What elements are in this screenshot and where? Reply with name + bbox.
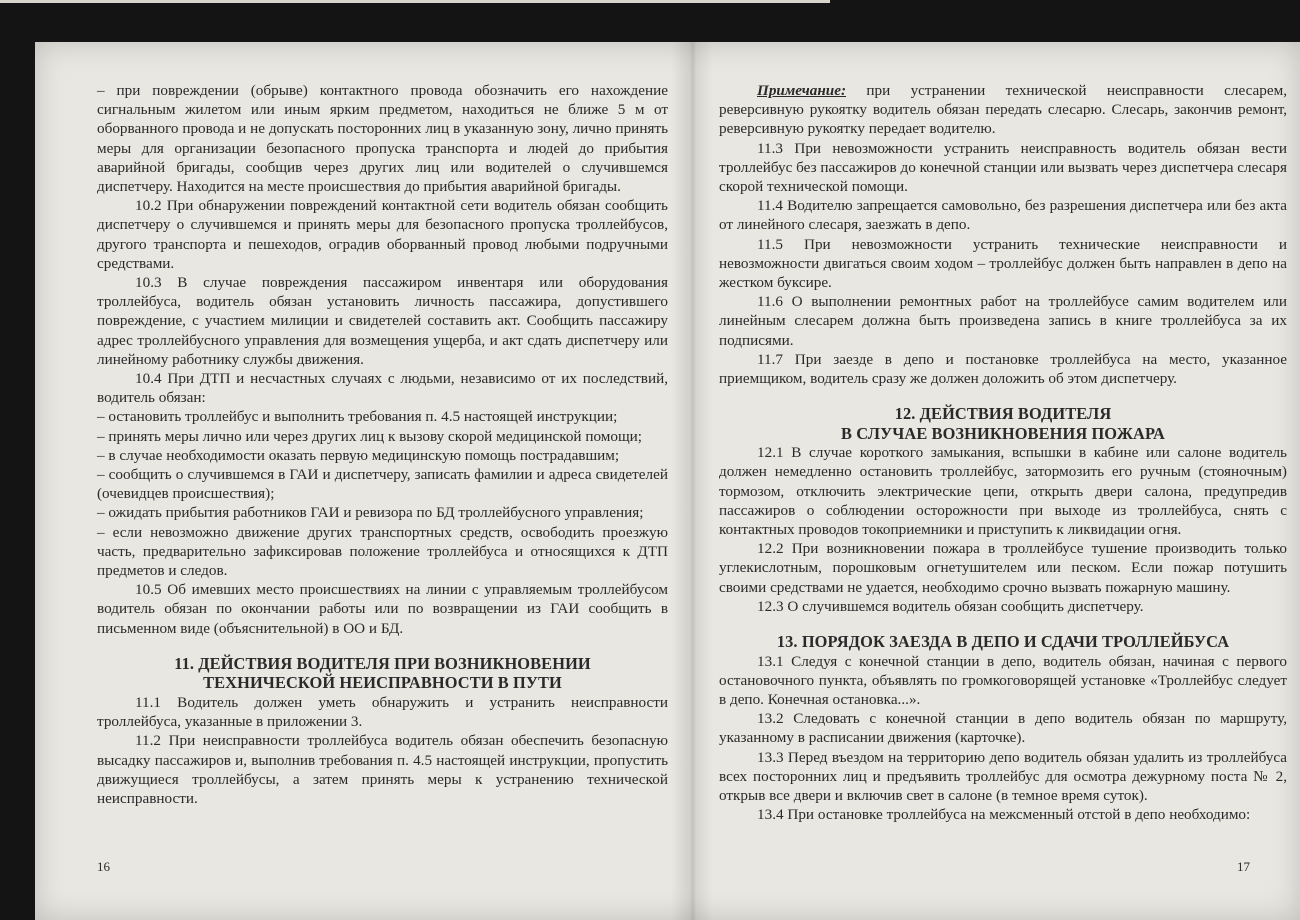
paragraph-11-1: 11.1 Водитель должен уметь обнаружить и устранить неисправности троллейбуса, указанные в приложении 3. <box>97 693 668 731</box>
paragraph-12-1: 12.1 В случае короткого замыкания, вспышки в кабине или салоне водитель должен немедленно остановить троллейбус, затормозить его ручным (стояночным) тормозом, отключить электрические цепи, открыть двери салона, предупредив пассажиров о соблюдении осторожности при выходе из троллейбуса, снять с контактных проводов токоприемники и приступить к ликвидации огня. <box>719 444 1287 539</box>
note-text: при устранении технической неисправности слесарем, реверсивную рукоятку водитель обязан передать слесарю. Слесарь, закончив ремонт, реверсивную рукоятку передает водителю. <box>719 82 1287 138</box>
page-number-right: 17 <box>1237 859 1250 874</box>
paragraph-10-3: 10.3 В случае повреждения пассажиром инвентаря или оборудования троллейбуса, водитель обязан установить личность пассажира, допустившего повреждение, с участием милиции и свидетелей составить акт. Сообщить пассажиру адрес троллейбусного управления для возмещения ущерба, и акт сдать диспетчеру или линейному работнику службы движения. <box>97 274 668 368</box>
paragraph-contact-wire-break: – при повреждении (обрыве) контактного провода обозначить его нахождение сигнальным жилетом или иным ярким предметом, находиться не ближе 5 м от оборванного провода и не допускать посторонних лиц в указанную зону, лично принять меры для организации безопасного пропуска транспорта и людей до прибытия аварийной бригады, сообщив через других лиц или водителей о случившемся диспетчеру. Находится на месте происшествия до прибытия аварийной бригады. <box>97 82 668 196</box>
note-label: Примечание: <box>757 82 847 99</box>
list-item-clear-roadway: – если невозможно движение других транспортных средств, освободить проезжую часть, предварительно зафиксировав положение троллейбуса и относящихся к ДТП предметов и следов. <box>97 523 668 580</box>
list-item-first-aid: – в случае необходимости оказать первую медицинскую помощь пострадавшим; <box>97 446 620 464</box>
paragraph-12-3: 12.3 О случившемся водитель обязан сообщить диспетчеру. <box>757 597 1144 615</box>
left-page <box>97 81 668 808</box>
paragraph-11-4: 11.4 Водителю запрещается самовольно, без разрешения диспетчера или без акта от линейного слесаря, заезжать в депо. <box>719 197 1287 234</box>
scan-edge-strip <box>0 0 830 3</box>
section-11-heading <box>97 654 668 693</box>
page-number-left: 16 <box>97 859 110 874</box>
paragraph-13-4: 13.4 При остановке троллейбуса на межсменный отстой в депо необходимо: <box>757 806 1251 824</box>
book-spine <box>671 42 713 920</box>
paragraph-13-3: 13.3 Перед въездом на территорию депо водитель обязан удалить из троллейбуса всех посторонних лиц и предъявить троллейбус для осмотра дежурному поста № 2, открыв все двери и включив свет в салоне (в темное время суток). <box>719 748 1287 804</box>
paragraph-10-2: 10.2 При обнаружении повреждений контактной сети водитель обязан сообщить диспетчеру о случившемся и принять меры для безопасного пропуска троллейбусов, другого транспорта и пешеходов, оградив оборванный провод любыми подручными средствами. <box>97 197 668 272</box>
right-page <box>719 81 1287 824</box>
section-11-heading-line2: ТЕХНИЧЕСКОЙ НЕИСПРАВНОСТИ В ПУТИ <box>203 673 562 693</box>
paragraph-11-2: 11.2 При неисправности троллейбуса водитель обязан обеспечить безопасную высадку пассажиров и, выполнив требования п. 4.5 настоящей инструкции, пропустить движущиеся троллейбусы, а затем принять меры к устранению технической неисправности. <box>97 732 668 807</box>
paragraph-11-6: 11.6 О выполнении ремонтных работ на троллейбусе самим водителем или линейным слесарем должна быть произведена запись в книге троллейбуса за их подписями. <box>719 293 1287 349</box>
section-11-heading-line1: 11. ДЕЙСТВИЯ ВОДИТЕЛЯ ПРИ ВОЗНИКНОВЕНИИ <box>174 653 591 673</box>
section-12-heading <box>719 404 1287 443</box>
paragraph-10-5: 10.5 Об имевших место происшествиях на линии с управляемым троллейбусом водитель обязан по окончании работы или по возвращении из ГАИ сообщить в письменном виде (объяснительной) в ОО и БД. <box>97 581 668 637</box>
paragraph-12-2: 12.2 При возникновении пожара в троллейбусе тушение производить только углекислотным, порошковым огнетушителем или песком. Если пожар потушить своими средствами не удается, необходимо срочно вызвать пожарную машину. <box>719 540 1287 596</box>
paragraph-10-4: 10.4 При ДТП и несчастных случаях с людьми, независимо от их последствий, водитель обязан: <box>97 370 668 407</box>
paragraph-11-3: 11.3 При невозможности устранить неисправность водитель обязан вести троллейбус без пассажиров до конечной станции или вызвать через диспетчера слесаря скорой технической помощи. <box>719 139 1287 196</box>
note-paragraph <box>719 81 1287 139</box>
paragraph-13-1: 13.1 Следуя с конечной станции в депо, водитель обязан, начиная с первого остановочного пункта, объявлять по громкоговорящей установке «Троллейбус следует в депо. Конечная остановка...». <box>719 652 1287 708</box>
paragraph-11-5: 11.5 При невозможности устранить технические неисправности и невозможности двигаться своим ходом – троллейбус должен быть направлен в депо на жестком буксире. <box>719 235 1287 292</box>
section-12-heading-line2: В СЛУЧАЕ ВОЗНИКНОВЕНИЯ ПОЖАРА <box>841 423 1165 443</box>
list-item-report-gai: – сообщить о случившемся в ГАИ и диспетчеру, записать фамилии и адреса свидетелей (очевидцев происшествия); <box>97 466 668 503</box>
list-item-await-inspector: – ожидать прибытия работников ГАИ и ревизора по БД троллейбусного управления; <box>97 504 644 522</box>
booklet-spread <box>35 42 1300 920</box>
list-item-call-ambulance: – принять меры лично или через других лиц к вызову скорой медицинской помощи; <box>97 427 643 445</box>
section-13-heading: 13. ПОРЯДОК ЗАЕЗДА В ДЕПО И СДАЧИ ТРОЛЛЕЙБУСА <box>776 632 1230 652</box>
section-12-heading-line1: 12. ДЕЙСТВИЯ ВОДИТЕЛЯ <box>894 404 1112 424</box>
paragraph-13-2: 13.2 Следовать с конечной станции в депо водитель обязан по маршруту, указанному в расписании движения (карточке). <box>719 710 1287 747</box>
list-item-stop-trolleybus: – остановить троллейбус и выполнить требования п. 4.5 настоящей инструкции; <box>97 408 618 426</box>
paragraph-11-7: 11.7 При заезде в депо и постановке троллейбуса на место, указанное приемщиком, водитель сразу же должен доложить об этом диспетчеру. <box>719 350 1287 388</box>
